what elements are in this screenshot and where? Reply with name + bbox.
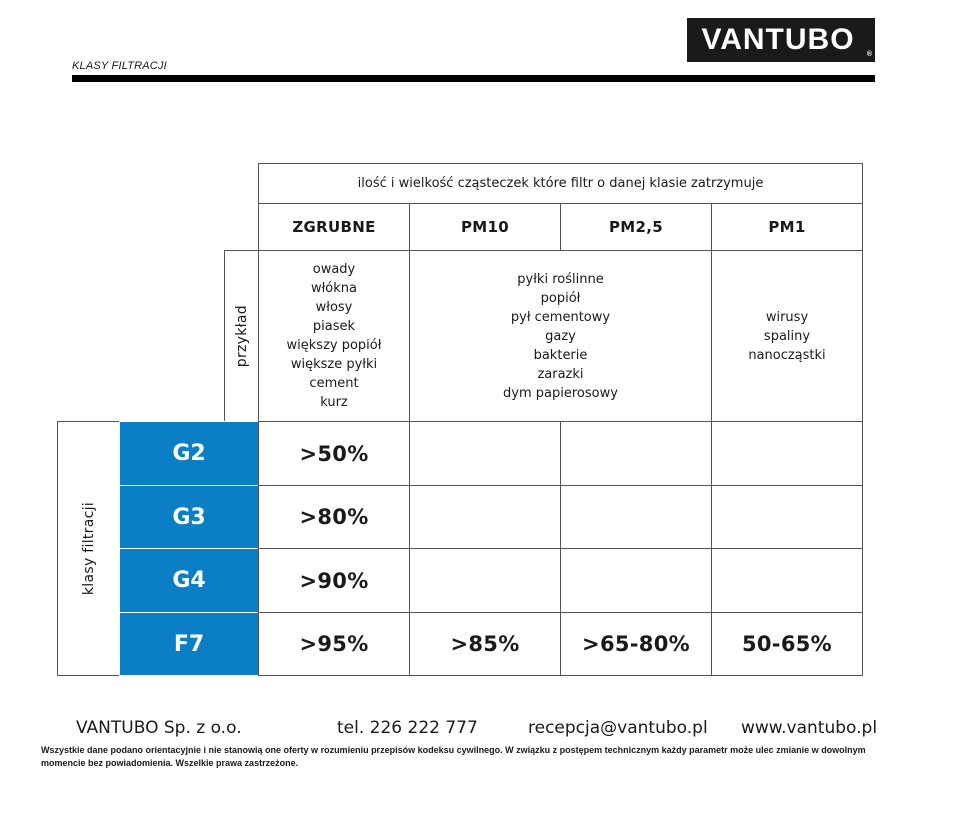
email-link[interactable]: recepcja@vantubo.pl: [528, 718, 708, 738]
class-cell-g2: G2: [119, 421, 259, 486]
example-item: gazy: [545, 328, 576, 344]
example-item: dym papierosowy: [503, 385, 618, 401]
value-f7-pm25: >65-80%: [560, 612, 712, 676]
example-item: wirusy: [765, 309, 809, 325]
column-header-pm1: PM1: [711, 203, 863, 251]
example-item: popiół: [540, 290, 581, 306]
example-item: pyłki roślinne: [517, 271, 604, 287]
column-header-zgrubne: ZGRUBNE: [258, 203, 410, 251]
document-label: KLASY FILTRACJI: [72, 60, 167, 72]
example-item: spaliny: [763, 328, 811, 344]
example-item: nanocząstki: [748, 347, 826, 363]
example-item: kurz: [320, 395, 348, 410]
value-g2-pm10: [409, 421, 561, 486]
examples-label: przykład: [233, 304, 250, 368]
classes-label: klasy filtracji: [80, 501, 97, 596]
example-item: większe pyłki: [290, 357, 378, 372]
example-item: owady: [312, 262, 356, 277]
value-g4-pm10: [409, 548, 561, 613]
website-link[interactable]: www.vantubo.pl: [741, 718, 878, 738]
examples-pm1: [711, 250, 863, 422]
class-cell-g4: G4: [119, 548, 259, 613]
value-g3-zgrubne: >80%: [258, 485, 410, 549]
column-header-pm10: PM10: [409, 203, 561, 251]
value-f7-pm1: 50-65%: [711, 612, 863, 676]
value-g3-pm25: [560, 485, 712, 549]
example-item: piasek: [312, 319, 356, 334]
logo-text: VANTUBO: [701, 23, 855, 56]
class-cell-g3: G3: [119, 485, 259, 549]
value-g2-pm1: [711, 421, 863, 486]
value-f7-pm10: >85%: [409, 612, 561, 676]
class-cell-f7: F7: [119, 612, 259, 676]
vantubo-logo: [687, 18, 875, 62]
examples-pm10-pm25: [409, 250, 712, 422]
examples-zgrubne: [258, 250, 410, 422]
value-f7-zgrubne: >95%: [258, 612, 410, 676]
value-g3-pm10: [409, 485, 561, 549]
example-item: włókna: [310, 281, 357, 296]
value-g2-pm25: [560, 421, 712, 486]
legal-disclaimer: Wszystkie dane podano orientacyjnie i nie stanowią one oferty w rozumieniu przepisów kodeksu cywilnego. W związku z postępem technicznym każdy parametr może ulec zmianie w dowolnym momencie bez powiadomienia. Wszelkie prawa zastrzeżone.: [41, 745, 866, 768]
example-item: większy popiół: [286, 338, 382, 353]
example-item: bakterie: [533, 347, 588, 363]
column-header-pm25: PM2,5: [560, 203, 712, 251]
example-item: pył cementowy: [510, 309, 611, 325]
example-item: włosy: [315, 300, 353, 315]
table-title: ilość i wielkość cząsteczek które filtr o danej klasie zatrzymuje: [258, 163, 863, 204]
value-g3-pm1: [711, 485, 863, 549]
company-name: VANTUBO Sp. z o.o.: [76, 718, 242, 738]
example-item: cement: [309, 376, 359, 391]
value-g4-zgrubne: >90%: [258, 548, 410, 613]
header-rule: [72, 75, 875, 82]
classes-label-cell: [57, 421, 120, 676]
footer-contact: [76, 718, 876, 742]
value-g2-zgrubne: >50%: [258, 421, 410, 486]
phone-number[interactable]: tel. 226 222 777: [337, 718, 478, 738]
value-g4-pm1: [711, 548, 863, 613]
value-g4-pm25: [560, 548, 712, 613]
example-item: zarazki: [537, 366, 584, 382]
registered-mark: ®: [866, 51, 872, 58]
examples-label-cell: [224, 250, 259, 422]
